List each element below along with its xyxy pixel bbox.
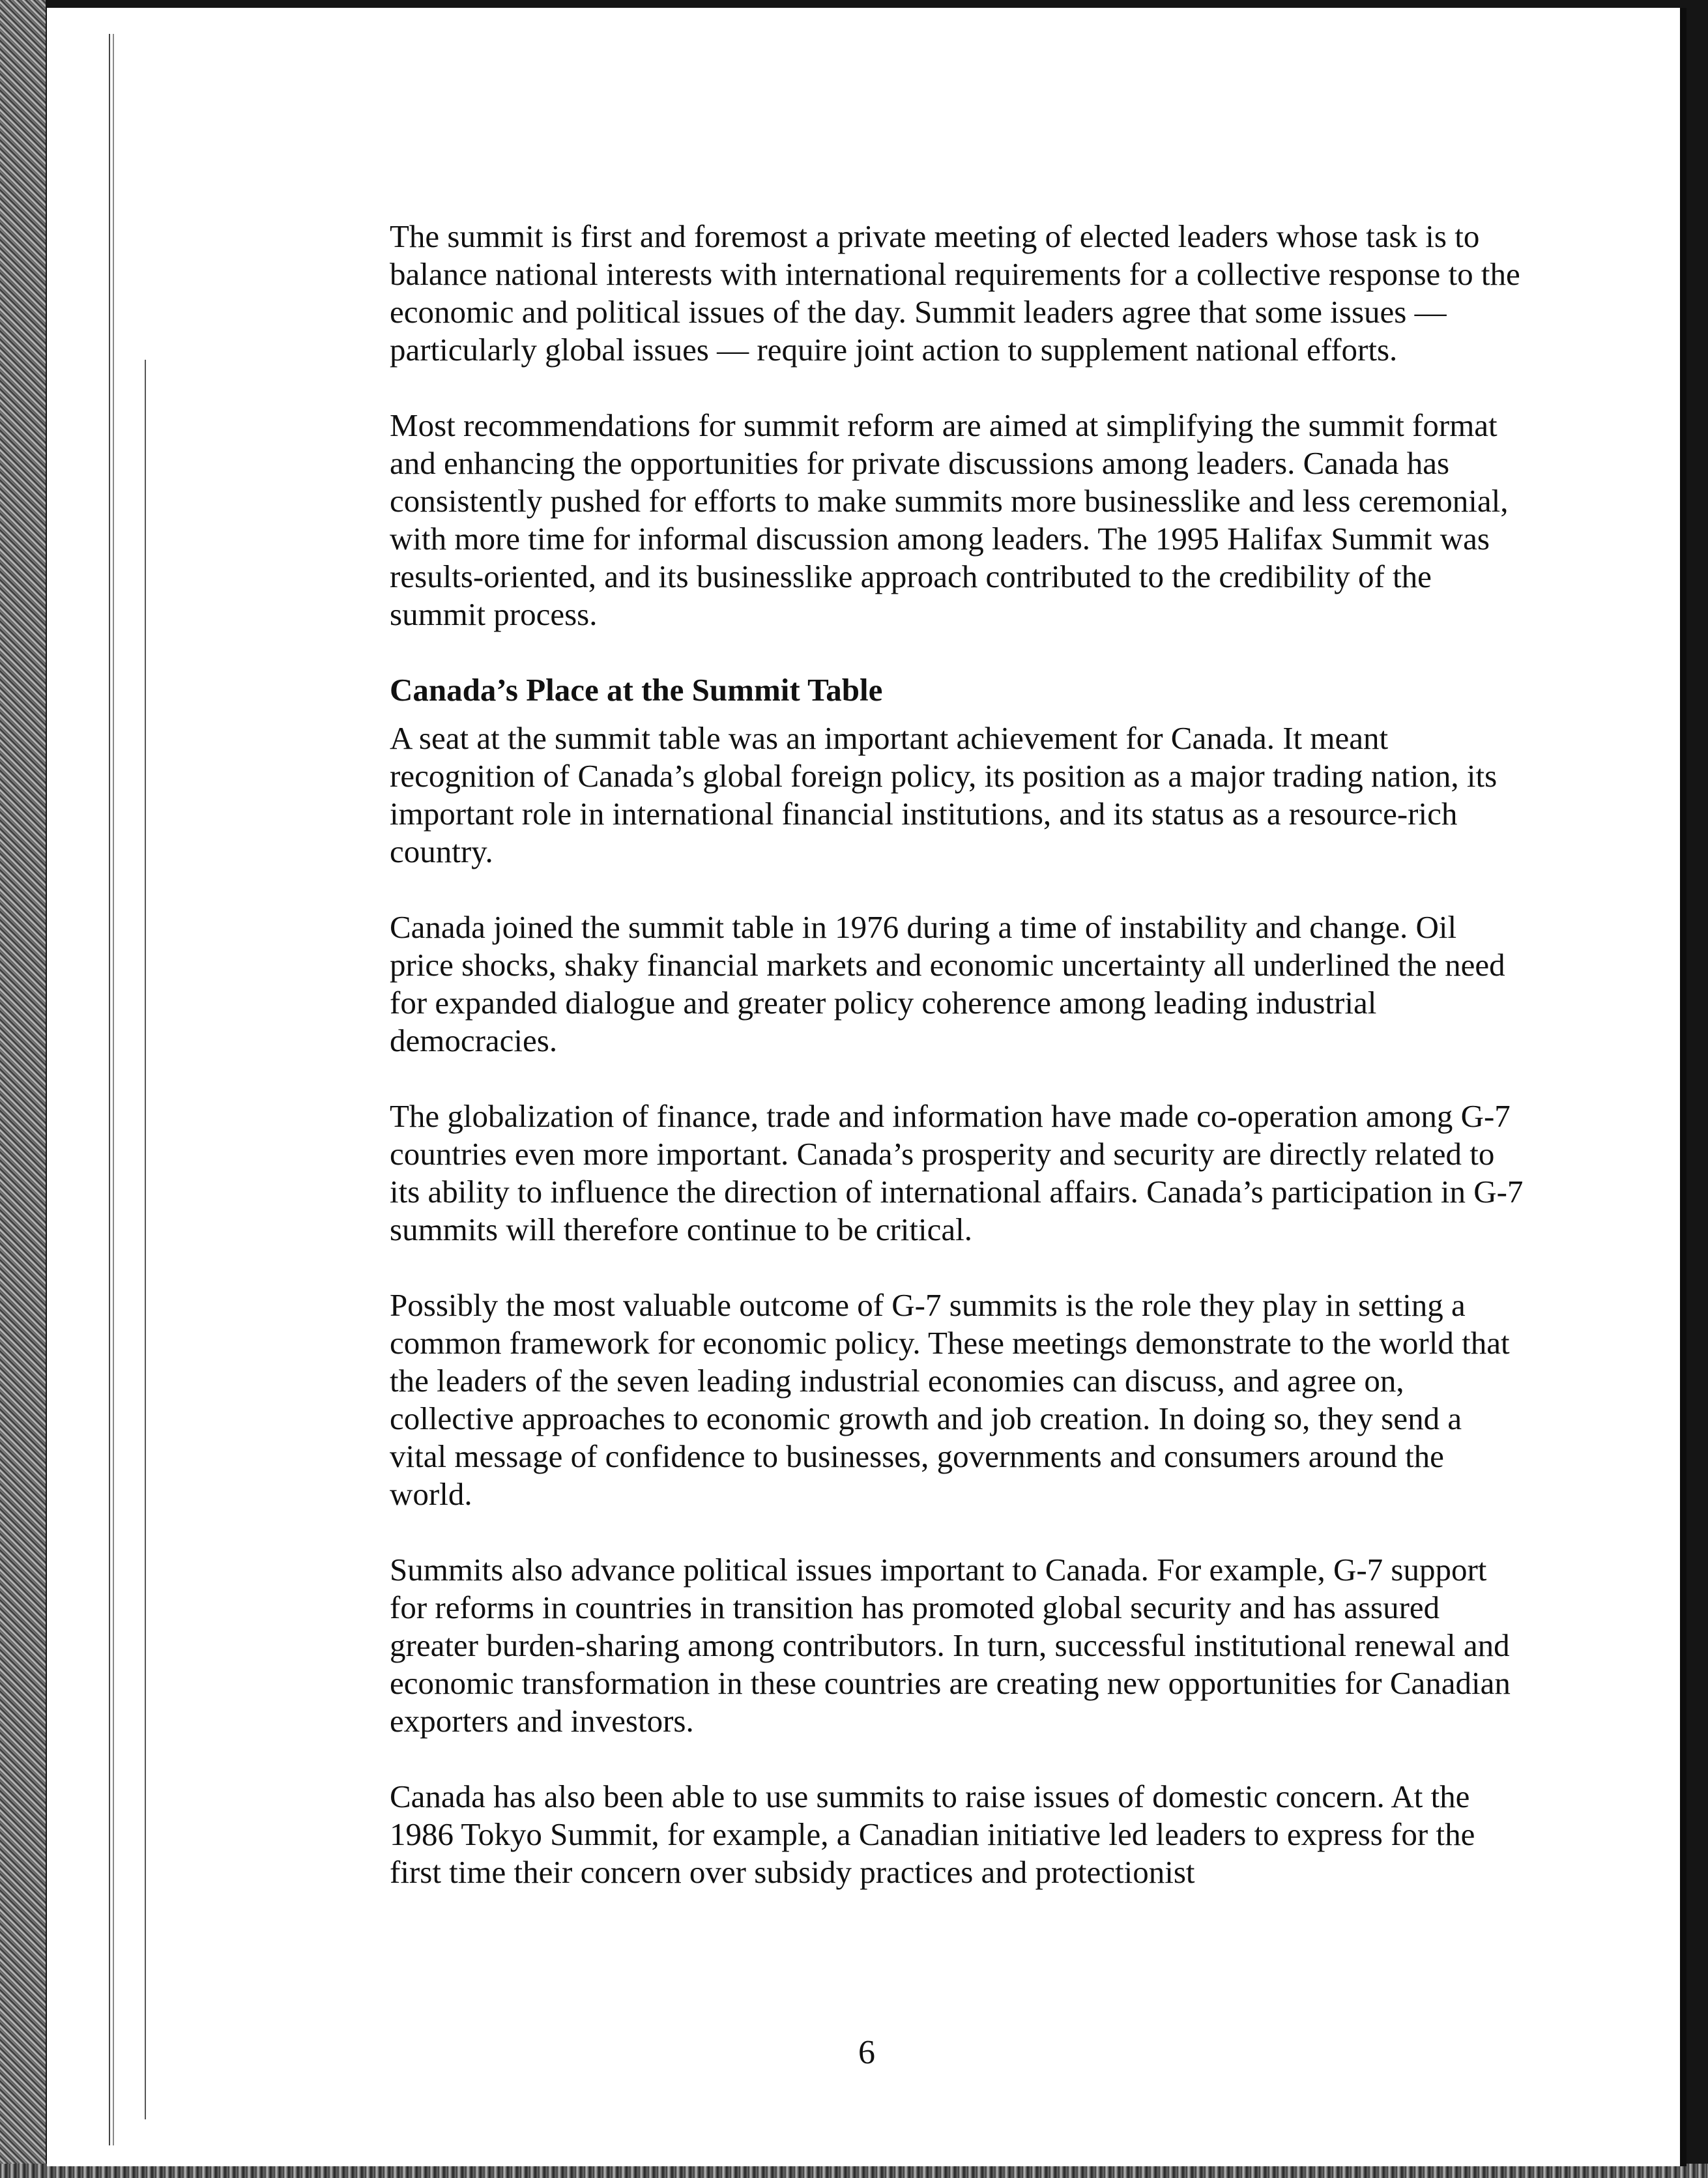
section-heading: Canada’s Place at the Summit Table xyxy=(390,672,883,708)
paragraph: The summit is first and foremost a private meeting of elected leaders whose task is to balance national interests with international requirements for a collective response to the economic and political issues of the day. Summit leaders agree that some issues — particularly global issues — require joint action to supplement national efforts. xyxy=(390,218,1520,368)
paragraph: Canada joined the summit table in 1976 during a time of instability and change. Oil price shocks, shaky financial markets and economic uncertainty all underlined the need for expanded dialogue and greater policy coherence among leading industrial democracies. xyxy=(390,909,1505,1058)
binder-margin-line xyxy=(109,34,114,2145)
paragraph: Most recommendations for summit reform are aimed at simplifying the summit format and enhancing the opportunities for private discussions among leaders. Canada has consistently pushed for efforts to make summits more businesslike and less ceremonial, with more time for informal discussion among leaders. The 1995 Halifax Summit was results-oriented, and its businesslike approach contributed to the credibility of the summit process. xyxy=(390,407,1509,632)
paragraph: A seat at the summit table was an important achievement for Canada. It meant recognition of Canada’s global foreign policy, its position as a major trading nation, its important role in international financial institutions, and its status as a resource-rich country. xyxy=(390,720,1498,869)
paragraph: The globalization of finance, trade and information have made co-operation among G-7 countries even more important. Canada’s prosperity and security are directly related to its ability to influence the direction of international affairs. Canada’s participation in G-7 summits will therefore continue to be critical. xyxy=(390,1098,1524,1247)
binder-margin-line-inner xyxy=(145,360,146,2119)
scan-edge-left xyxy=(0,0,46,2178)
paragraph: Canada has also been able to use summits to raise issues of domestic concern. At the 1986 Tokyo Summit, for example, a Canadian initiative led leaders to express for the first time their concern over subsidy practices and protectionist xyxy=(390,1779,1475,1890)
paragraph: Possibly the most valuable outcome of G-7 summits is the role they play in setting a common framework for economic policy. These meetings demonstrate to the world that the leaders of the seven leading industrial economies can discuss, and agree on, collective approaches to economic growth and job creation. In doing so, they send a vital message of confidence to businesses, governments and consumers around the world. xyxy=(390,1287,1510,1512)
document-page xyxy=(47,8,1686,2166)
paragraph: Summits also advance political issues important to Canada. For example, G-7 support for reforms in countries in transition has promoted global security and has assured greater burden-sharing among contributors. In turn, successful institutional renewal and economic transformation in these countries are creating new opportunities for Canadian exporters and investors. xyxy=(390,1552,1511,1739)
page-number: 6 xyxy=(858,2034,875,2071)
page-body xyxy=(390,218,1524,1929)
